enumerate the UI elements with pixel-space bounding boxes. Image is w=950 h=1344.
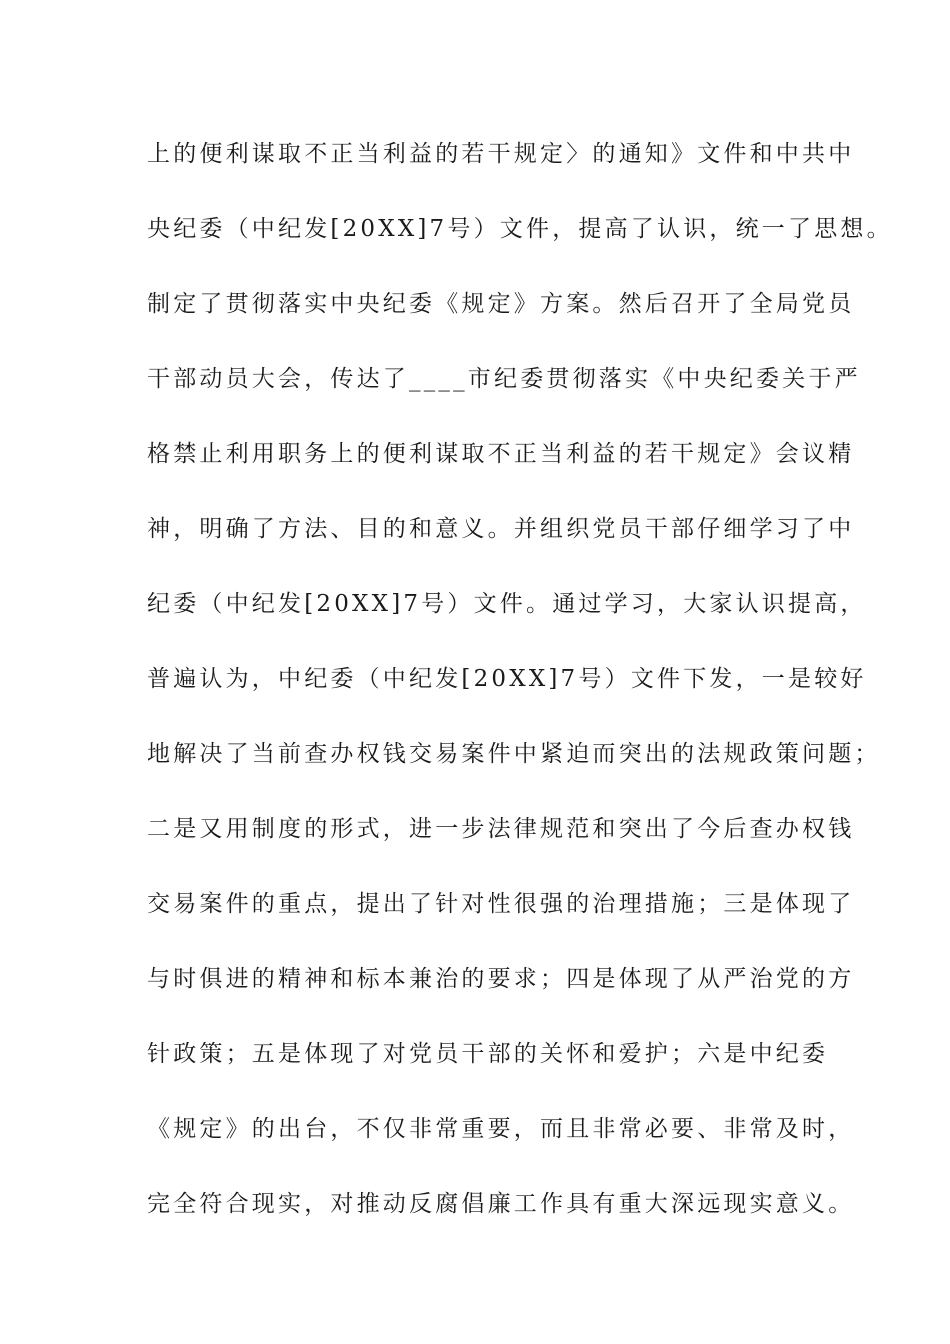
body-text [147, 132, 893, 1257]
text-line: 制定了贯彻落实中央纪委《规定》方案。然后召开了全局党员 [147, 291, 855, 317]
text-line: 纪委（中纪发[20XX]7号）文件。通过学习，大家认识提高， [147, 591, 867, 617]
text-line: 二是又用制度的形式，进一步法律规范和突出了今后查办权钱 [147, 816, 855, 842]
text-line: 针政策；五是体现了对党员干部的关怀和爱护；六是中纪委 [147, 1041, 829, 1067]
text-line: 上的便利谋取不正当利益的若干规定〉的通知》文件和中共中 [147, 141, 855, 167]
text-line: 神，明确了方法、目的和意义。并组织党员干部仔细学习了中 [147, 516, 855, 542]
text-line: 格禁止利用职务上的便利谋取不正当利益的若干规定》会议精 [147, 441, 855, 467]
text-line: 地解决了当前查办权钱交易案件中紧迫而突出的法规政策问题； [147, 741, 881, 767]
text-line: 交易案件的重点，提出了针对性很强的治理措施；三是体现了 [147, 891, 855, 917]
text-line: 完全符合现实，对推动反腐倡廉工作具有重大深远现实意义。 [147, 1191, 855, 1217]
text-line: 《规定》的出台，不仅非常重要，而且非常必要、非常及时， [147, 1116, 855, 1142]
text-line: 与时俱进的精神和标本兼治的要求；四是体现了从严治党的方 [147, 966, 855, 992]
text-line: 央纪委（中纪发[20XX]7号）文件，提高了认识，统一了思想。 [147, 216, 893, 242]
text-line: 干部动员大会，传达了____市纪委贯彻落实《中央纪委关于严 [147, 366, 861, 392]
text-line: 普遍认为，中纪委（中纪发[20XX]7号）文件下发，一是较好 [147, 666, 867, 692]
